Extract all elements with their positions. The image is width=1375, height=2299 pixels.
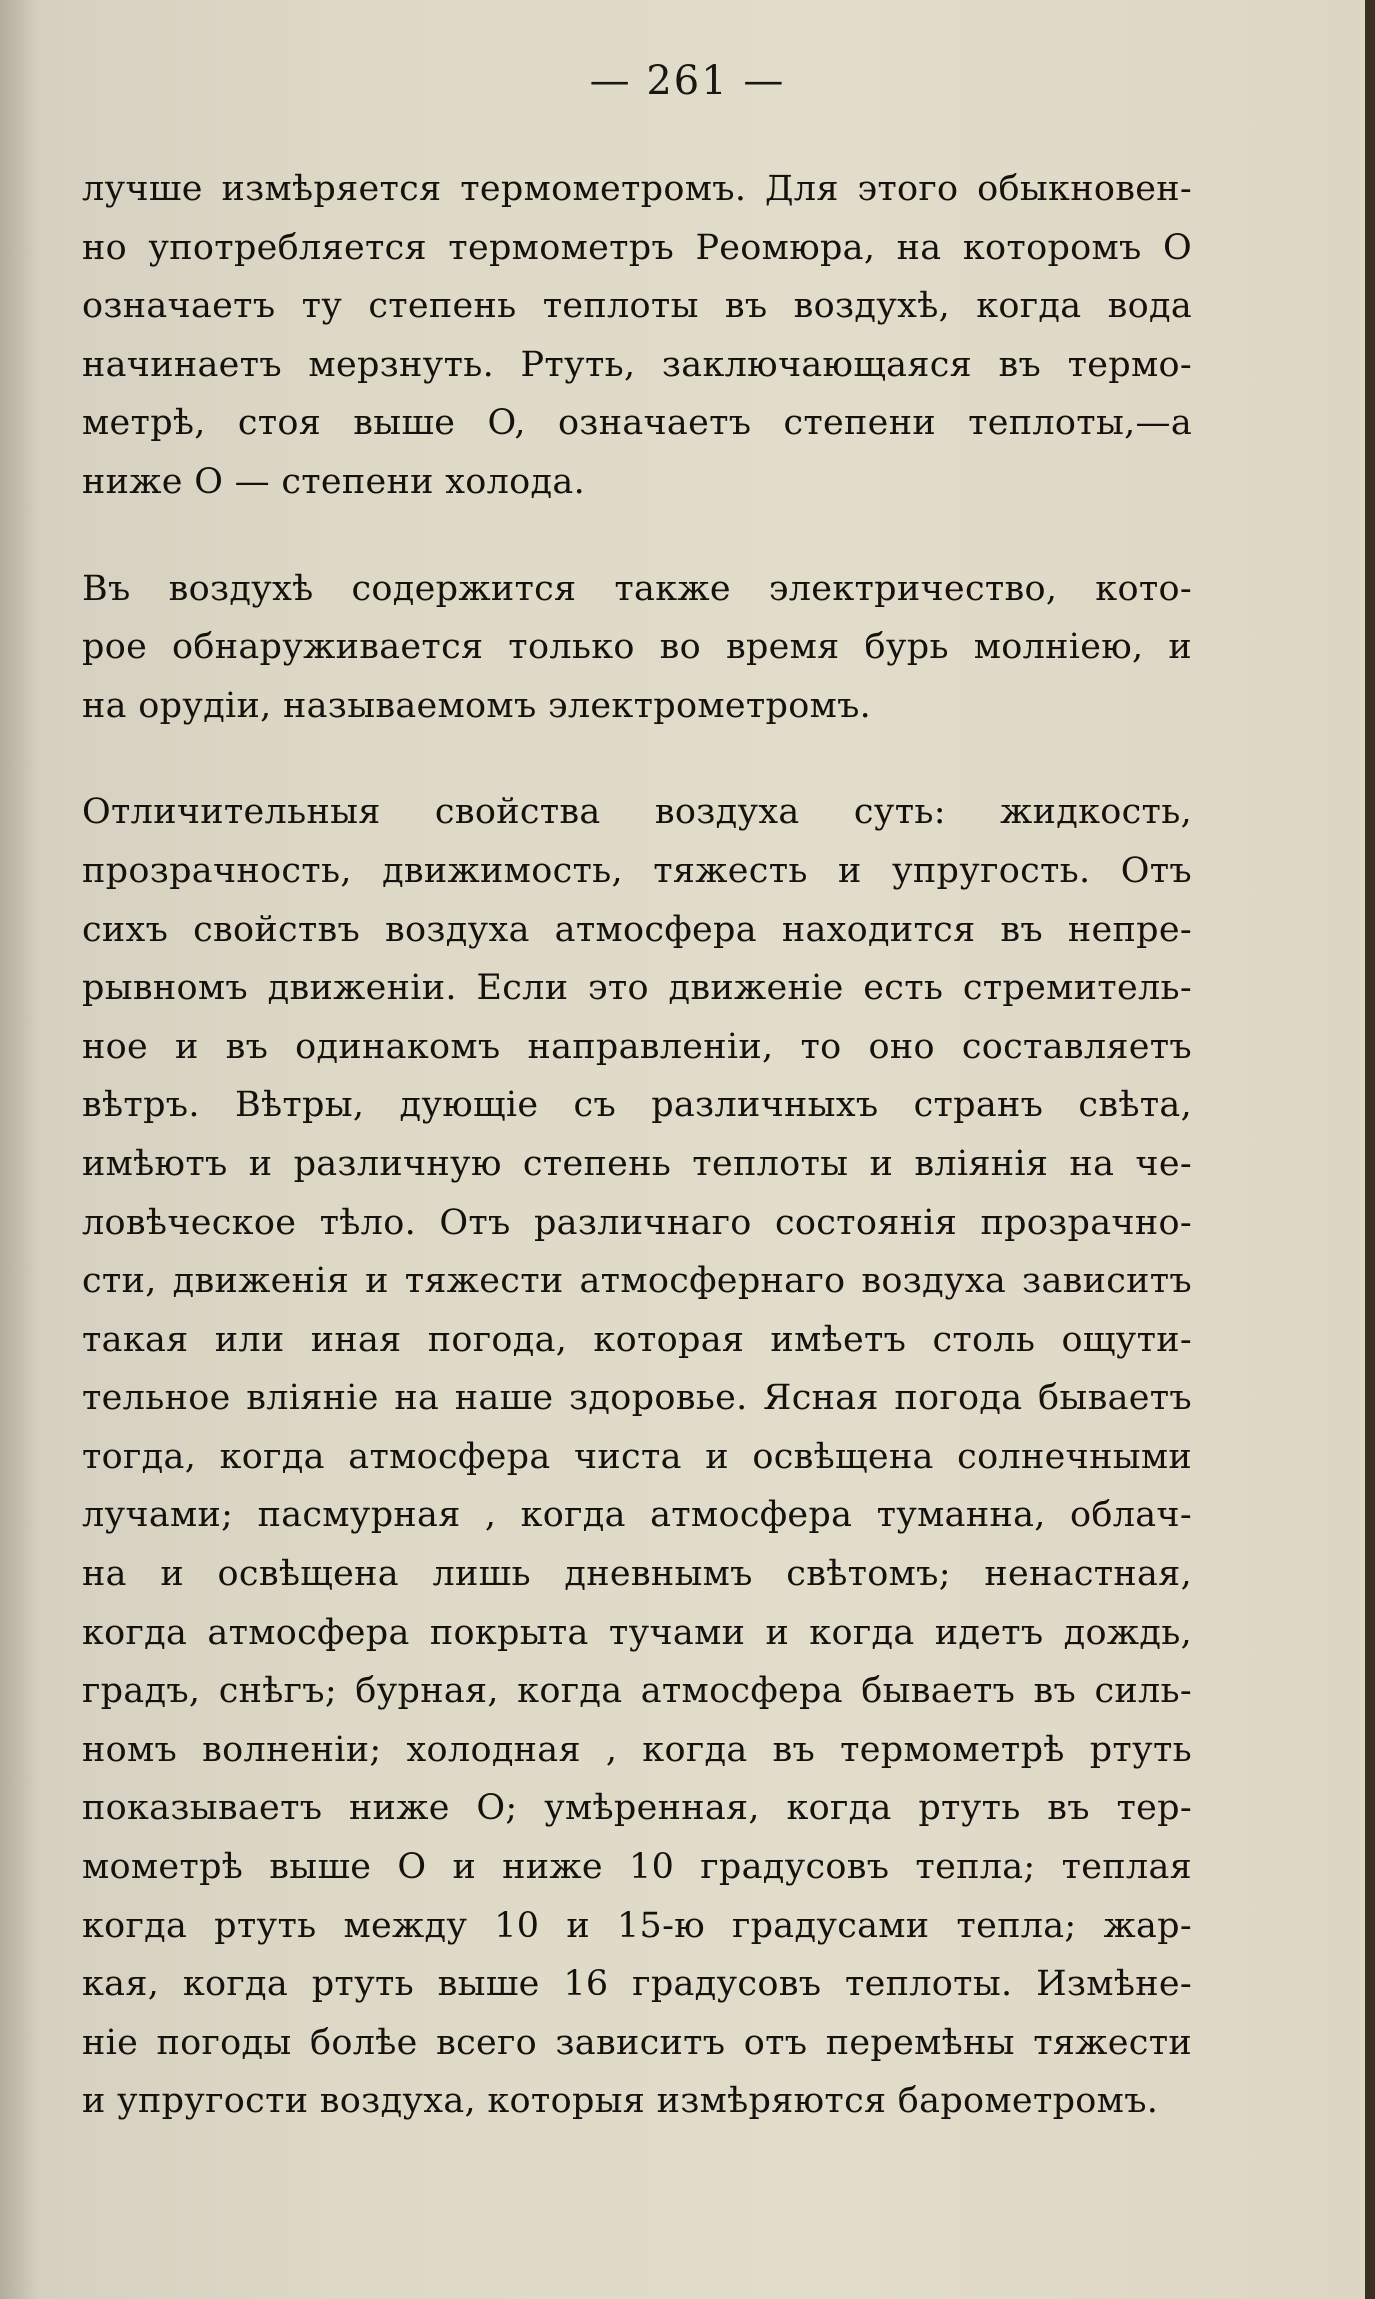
text-line: ное и въ одинакомъ направленіи, то оно составляетъ: [82, 1026, 1192, 1067]
text-line: на и освѣщена лишь дневнымъ свѣтомъ; ненастная,: [82, 1554, 1192, 1595]
text-line: сихъ свойствъ воздуха атмосфера находится въ непре-: [82, 909, 1192, 950]
text-line: номъ волненіи; холодная , когда въ термометрѣ ртуть: [82, 1729, 1192, 1770]
paragraph-electricity: [82, 560, 1192, 736]
text-line: на орудіи, называемомъ электрометромъ.: [82, 685, 872, 726]
text-line: лучше измѣряется термометромъ. Для этого обыкновен-: [82, 169, 1192, 209]
text-line: метрѣ, стоя выше O, означаетъ степени теплоты,—а: [82, 403, 1192, 444]
paragraph-air-properties: [82, 783, 1192, 2131]
text-line: имѣютъ и различную степень теплоты и вліянія на че-: [82, 1143, 1192, 1184]
binding-shadow: [0, 0, 40, 2299]
text-line: когда ртуть между 10 и 15-ю градусами тепла; жар-: [82, 1905, 1192, 1946]
text-line: и упругости воздуха, которыя измѣряются барометромъ.: [82, 2081, 1159, 2122]
text-line: кая, когда ртуть выше 16 градусовъ теплоты. Измѣне-: [82, 1964, 1192, 2005]
text-line: вѣтръ. Вѣтры, дующіе съ различныхъ странъ свѣта,: [82, 1085, 1192, 1126]
text-line: рывномъ движеніи. Если это движеніе есть стремитель-: [82, 968, 1192, 1009]
page-edge: [1365, 0, 1375, 2299]
text-line: лучами; пасмурная , когда атмосфера туманна, облач-: [82, 1495, 1192, 1536]
text-line: начинаетъ мерзнуть. Ртуть, заключающаяся въ термо-: [82, 344, 1192, 385]
text-line: означаетъ ту степень теплоты въ воздухѣ, когда вода: [82, 286, 1192, 327]
text-line: сти, движенія и тяжести атмосфернаго воздуха зависитъ: [82, 1261, 1192, 1302]
text-line: ниже O — степени холода.: [82, 461, 585, 502]
text-line: показываетъ ниже O; умѣренная, когда ртуть въ тер-: [82, 1788, 1192, 1829]
text-line: тельное вліяніе на наше здоровье. Ясная погода бываетъ: [82, 1378, 1192, 1419]
text-line: Въ воздухѣ содержится также электричество, кото-: [82, 568, 1192, 609]
text-line: ловѣческое тѣло. Отъ различнаго состоянія прозрачно-: [82, 1202, 1192, 1243]
text-line: но употребляется термометръ Реомюра, на которомъ O: [82, 227, 1192, 268]
text-line: ніе погоды болѣе всего зависитъ отъ перемѣны тяжести: [82, 2022, 1192, 2063]
text-line: тогда, когда атмосфера чиста и освѣщена солнечными: [82, 1436, 1192, 1477]
text-line: градъ, снѣгъ; бурная, когда атмосфера бываетъ въ силь-: [82, 1671, 1192, 1712]
text-line: такая или иная погода, которая имѣетъ столь ощути-: [82, 1319, 1192, 1360]
text-line: Отличительныя свойства воздуха суть: жидкость,: [82, 792, 1192, 833]
page-number: — 261 —: [589, 58, 786, 104]
text-line: когда атмосфера покрыта тучами и когда идетъ дождь,: [82, 1612, 1192, 1653]
text-line: рое обнаруживается только во время бурь молніею, и: [82, 627, 1192, 668]
paragraph-thermometer: [82, 160, 1192, 512]
text-line: прозрачность, движимость, тяжесть и упругость. Отъ: [82, 850, 1192, 891]
text-block: [82, 160, 1192, 2179]
text-line: мометрѣ выше O и ниже 10 градусовъ тепла; теплая: [82, 1847, 1192, 1888]
